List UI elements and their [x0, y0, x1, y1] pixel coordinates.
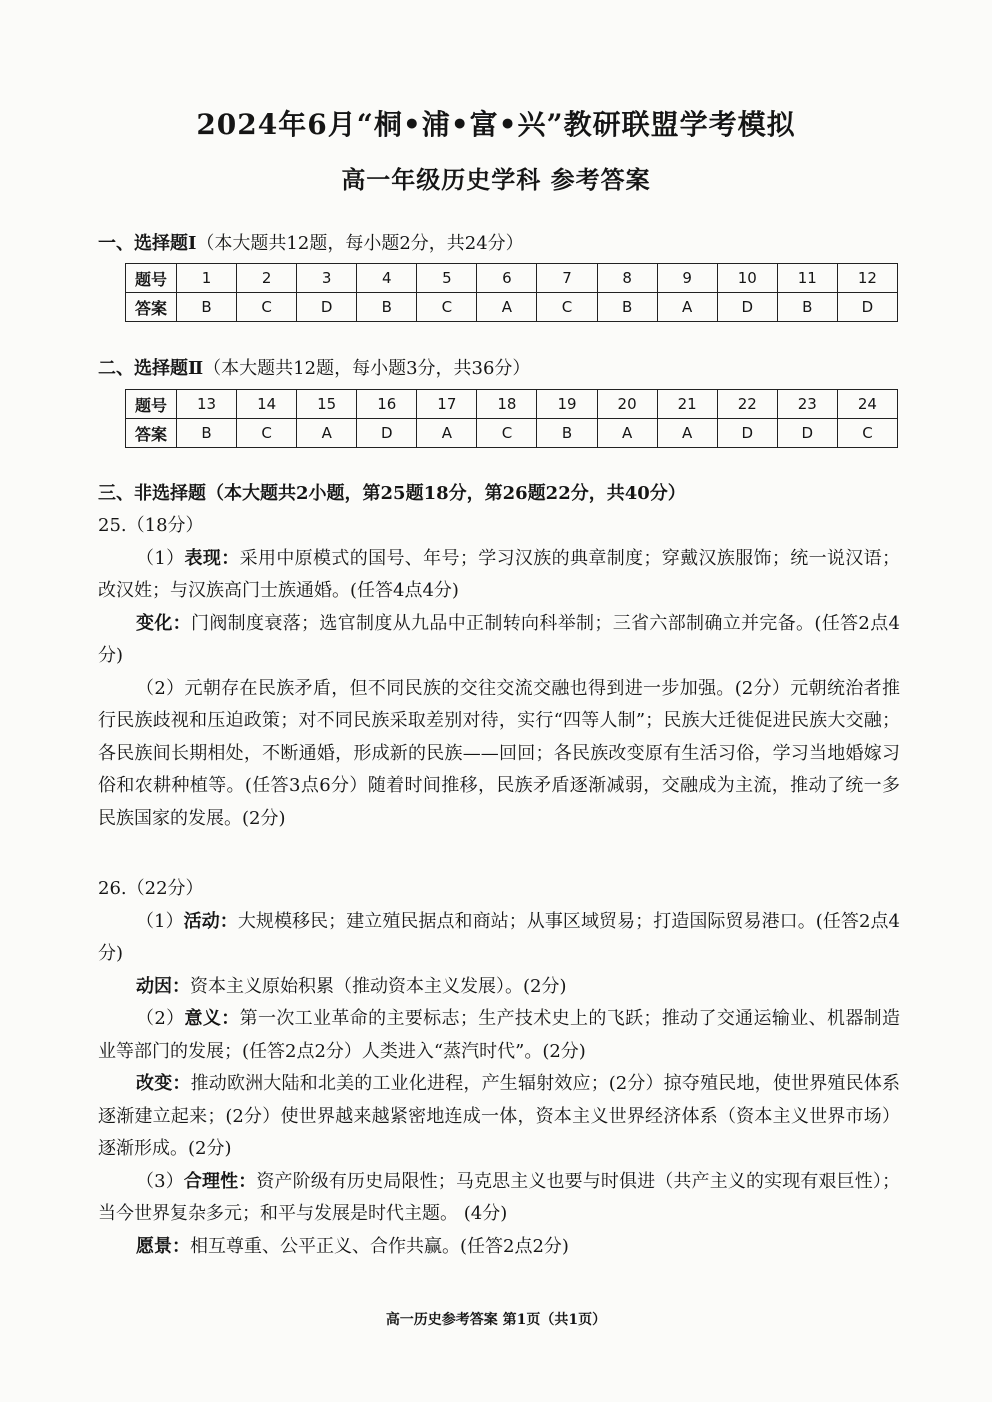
- section3-note: （本大题共2小题，第25题18分，第26题22分，共40分）: [206, 483, 686, 504]
- answer-cell: A: [597, 419, 657, 448]
- question-number: 15: [297, 390, 357, 419]
- answer-cell: B: [357, 293, 417, 322]
- answer-cell: C: [237, 419, 297, 448]
- q26-part2b-text: 推动欧洲大陆和北美的工业化进程，产生辐射效应；(2分）掠夺殖民地，使世界殖民体系逐渐建立起来；(2分）使世界越来越紧密地连成一体，资本主义世界经济体系（资本主义世界市场）逐渐形成。(2分): [98, 1073, 901, 1159]
- question-number: 24: [837, 390, 897, 419]
- answer-cell: B: [597, 293, 657, 322]
- row-label: 题号: [126, 264, 177, 293]
- q25-header: 25.（18分）: [98, 515, 204, 536]
- q26-part1b-text: 资本主义原始积累（推动资本主义发展）。(2分): [190, 975, 567, 997]
- q25-part1b: [98, 608, 900, 673]
- answer-cell: D: [777, 419, 837, 448]
- q26-part2b: [98, 1068, 900, 1166]
- q25-part1: [98, 543, 900, 608]
- section3-title: 三、非选择题: [98, 483, 206, 504]
- q26-block: [98, 873, 900, 1263]
- q26-part1b: [98, 971, 900, 1004]
- row-label: 答案: [126, 419, 177, 448]
- question-number: 13: [177, 390, 237, 419]
- answer-cell: D: [837, 293, 897, 322]
- question-number: 20: [597, 390, 657, 419]
- table-row-answers: [126, 293, 898, 322]
- answer-cell: C: [417, 293, 477, 322]
- q26-part2b-label: 改变：: [136, 1073, 191, 1094]
- table-row-numbers: [126, 390, 898, 419]
- q25-part1-label: 表现：: [184, 547, 240, 569]
- question-number: 4: [357, 264, 417, 293]
- q26-part2: [98, 1003, 900, 1068]
- table-row-numbers: [126, 264, 898, 293]
- question-number: 2: [237, 264, 297, 293]
- answer-cell: C: [477, 419, 537, 448]
- q26-part3b: [98, 1231, 900, 1264]
- section2-answer-table: [125, 389, 898, 448]
- page-footer: 高一历史参考答案 第1页（共1页）: [385, 1312, 607, 1328]
- q26-part3-label: 合理性：: [183, 1170, 257, 1192]
- answer-cell: B: [777, 293, 837, 322]
- q26-part1: [98, 906, 900, 971]
- question-number: 10: [717, 264, 777, 293]
- q25-block: [98, 510, 900, 835]
- question-number: 19: [537, 390, 597, 419]
- answer-cell: C: [237, 293, 297, 322]
- question-number: 14: [237, 390, 297, 419]
- question-number: 21: [657, 390, 717, 419]
- q26-part1b-label: 动因：: [136, 975, 190, 997]
- q26-part3b-text: 相互尊重、公平正义、合作共赢。(任答2点2分): [190, 1235, 569, 1257]
- question-number: 23: [777, 390, 837, 419]
- section1-answer-table: [125, 263, 898, 322]
- q26-part3-text: 资产阶级有历史局限性；马克思主义也要与时俱进（共产主义的实现有艰巨性）；当今世界复杂多元；和平与发展是时代主题。 (4分): [98, 1170, 901, 1224]
- answer-cell: B: [177, 419, 237, 448]
- answer-cell: A: [657, 419, 717, 448]
- question-number: 6: [477, 264, 537, 293]
- question-number: 9: [657, 264, 717, 293]
- answer-cell: A: [417, 419, 477, 448]
- q25-part1-text: 采用中原模式的国号、年号；学习汉族的典章制度；穿戴汉族服饰；统一说汉语；改汉姓；与汉族高门士族通婚。(任答4点4分): [98, 547, 901, 601]
- answer-cell: D: [717, 419, 777, 448]
- answer-cell: D: [717, 293, 777, 322]
- q25-part1b-label: 变化：: [136, 612, 192, 634]
- question-number: 1: [177, 264, 237, 293]
- page-title: 2024年6月“桐•浦•富•兴”教研联盟学考模拟: [196, 108, 796, 141]
- question-number: 17: [417, 390, 477, 419]
- question-number: 8: [597, 264, 657, 293]
- q26-part1-label: 活动：: [183, 910, 238, 932]
- section2-note: （本大题共12题，每小题3分，共36分）: [203, 358, 531, 379]
- row-label: 答案: [126, 293, 177, 322]
- q26-part1-text: 大规模移民；建立殖民据点和商站；从事区域贸易；打造国际贸易港口。(任答2点4分): [98, 910, 900, 964]
- answer-cell: D: [297, 293, 357, 322]
- question-number: 3: [297, 264, 357, 293]
- question-number: 12: [837, 264, 897, 293]
- q26-part3-prefix: （3）: [136, 1170, 184, 1192]
- q25-part2: （2）元朝存在民族矛盾，但不同民族的交往交流交融也得到进一步加强。(2分）元朝统治者推行民族歧视和压迫政策；对不同民族采取差别对待，实行“四等人制”；民族大迁徙促进民族大交融；各民族间长期相处，不断通婚，形成新的民族——回回；各民族改变原有生活习俗，学习当地婚嫁习俗和农耕种植等。(任答3点6分）随着时间推移，民族矛盾逐渐减弱，交融成为主流，推动了统一多民族国家的发展。(2分): [98, 677, 900, 829]
- section3-heading: [98, 479, 686, 505]
- q26-part3b-label: 愿景：: [136, 1235, 190, 1257]
- answer-cell: B: [177, 293, 237, 322]
- section1-heading: [98, 229, 524, 255]
- answer-cell: B: [537, 419, 597, 448]
- section1-note: （本大题共12题，每小题2分，共24分）: [196, 233, 524, 254]
- question-number: 22: [717, 390, 777, 419]
- q26-part3: [98, 1166, 900, 1231]
- answer-cell: A: [657, 293, 717, 322]
- page-subtitle: 高一年级历史学科 参考答案: [341, 165, 651, 194]
- q26-part1-prefix: （1）: [136, 910, 184, 932]
- answer-cell: A: [477, 293, 537, 322]
- answer-cell: D: [357, 419, 417, 448]
- q26-part2-label: 意义：: [184, 1008, 240, 1029]
- q26-part2-prefix: （2）: [136, 1008, 185, 1029]
- q25-part1b-text: 门阀制度衰落；选官制度从九品中正制转向科举制；三省六部制确立并完备。(任答2点4分): [98, 612, 900, 666]
- question-number: 16: [357, 390, 417, 419]
- question-number: 18: [477, 390, 537, 419]
- section2-heading: [98, 354, 530, 380]
- q26-header: 26.（22分）: [98, 878, 204, 899]
- q26-part2-text: 第一次工业革命的主要标志；生产技术史上的飞跃；推动了交通运输业、机器制造业等部门的发展；(任答2点2分）人类进入“蒸汽时代”。(2分): [98, 1008, 901, 1062]
- section2-title: 二、选择题Ⅱ: [98, 358, 204, 379]
- answer-cell: C: [537, 293, 597, 322]
- table-row-answers: [126, 419, 898, 448]
- question-number: 5: [417, 264, 477, 293]
- row-label: 题号: [126, 390, 177, 419]
- section1-title: 一、选择题Ⅰ: [98, 233, 197, 254]
- question-number: 11: [777, 264, 837, 293]
- answer-cell: A: [297, 419, 357, 448]
- question-number: 7: [537, 264, 597, 293]
- answer-cell: C: [837, 419, 897, 448]
- q25-part1-prefix: （1）: [136, 547, 185, 569]
